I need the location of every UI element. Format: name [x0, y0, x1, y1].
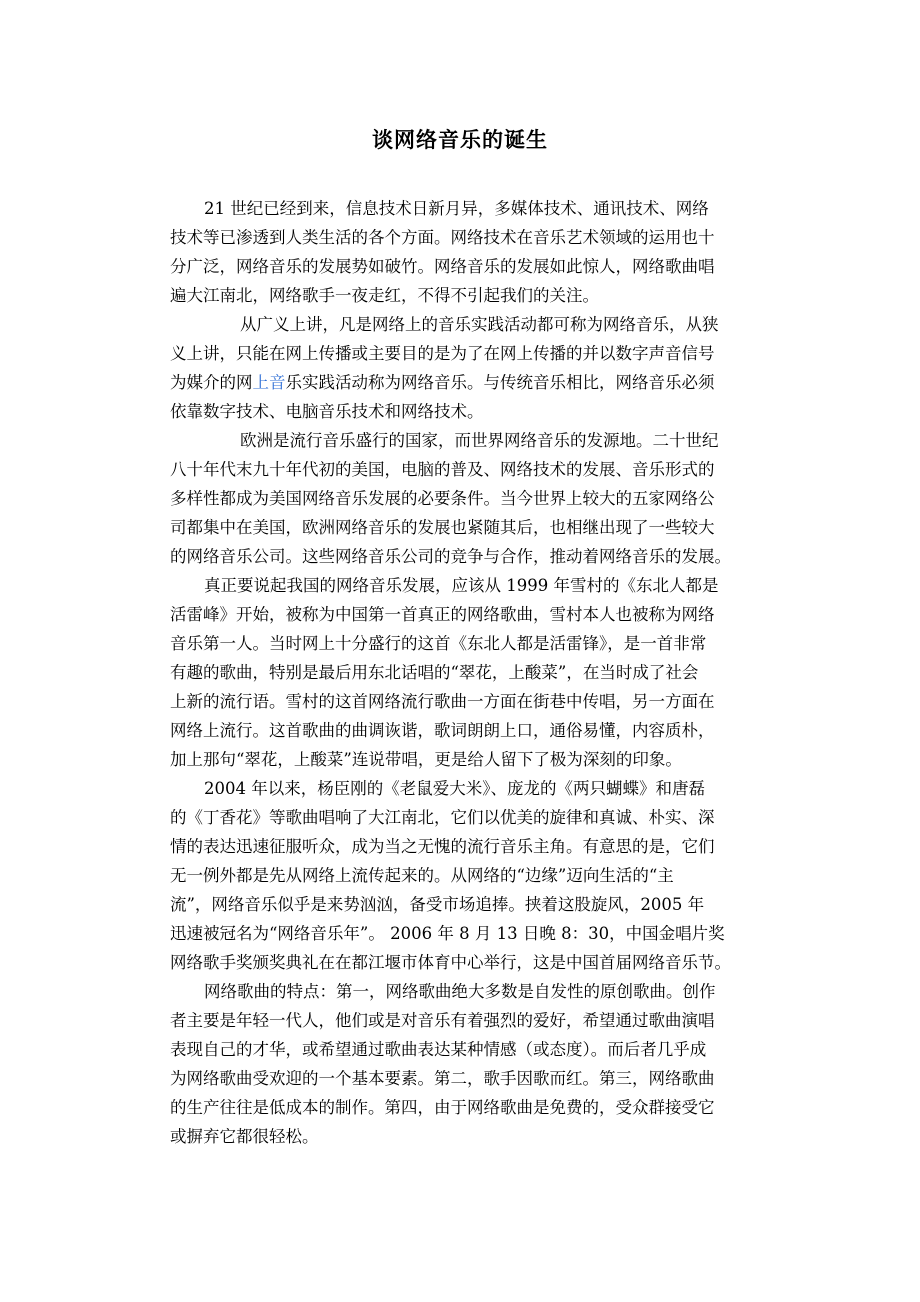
text-line: 网络上流行。这首歌曲的曲调诙谐，歌词朗朗上口，通俗易懂，内容质朴， — [170, 721, 715, 740]
text-line: 从广义上讲，凡是网络上的音乐实践活动都可称为网络音乐，从狭 — [240, 315, 719, 334]
text-line: 八十年代末九十年代初的美国，电脑的普及、网络技术的发展、音乐形式的 — [170, 460, 715, 479]
text-line: 表现自己的才华，或希望通过歌曲表达某种情感（或态度）。而后者几乎成 — [170, 1040, 707, 1059]
text-line: 网络歌手奖颁奖典礼在在都江堰市体育中心举行，这是中国首届网络音乐节。 — [170, 953, 731, 972]
text-line: 遍大江南北，网络歌手一夜走红，不得不引起我们的关注。 — [170, 286, 599, 305]
text-line: 者主要是年轻一代人，他们或是对音乐有着强烈的爱好，希望通过歌曲演唱 — [170, 1011, 715, 1030]
text-line: 或摒弃它都很轻松。 — [170, 1127, 319, 1146]
text-line: 音乐第一人。当时网上十分盛行的这首《东北人都是活雷锋》，是一首非常 — [170, 634, 707, 653]
text-line: 上新的流行语。雪村的这首网络流行歌曲一方面在街巷中传唱，另一方面在 — [170, 692, 715, 711]
article-body — [170, 194, 796, 1151]
text-line: 网络歌曲的特点：第一，网络歌曲绝大多数是自发性的原创歌曲。创作 — [204, 982, 716, 1001]
text-line: 迅速被冠名为“网络音乐年”。 2006 年 8 月 13 日晚 8：30，中国金唱片奖 — [170, 924, 725, 943]
text-line: 无一例外都是先从网络上流传起来的。从网络的“边缘”迈向生活的“主 — [170, 866, 674, 885]
text-line: 2004 年以来，杨臣刚的《老鼠爱大米》、庞龙的《两只蝴蝶》和唐磊 — [204, 779, 705, 798]
text-line: 的《丁香花》等歌曲唱响了大江南北，它们以优美的旋律和真诚、朴实、深 — [170, 808, 715, 827]
text-line: 欧洲是流行音乐盛行的国家，而世界网络音乐的发源地。二十世纪 — [240, 431, 719, 450]
text-line: 分广泛，网络音乐的发展势如破竹。网络音乐的发展如此惊人，网络歌曲唱 — [170, 257, 715, 276]
text-line: 情的表达迅速征服听众，成为当之无愧的流行音乐主角。有意思的是，它们 — [170, 837, 715, 856]
paragraph-3 — [170, 426, 796, 571]
text-line: 的网络音乐公司。这些网络音乐公司的竞争与合作，推动着网络音乐的发展。 — [170, 547, 731, 566]
text-line: 司都集中在美国，欧洲网络音乐的发展也紧随其后，也相继出现了一些较大 — [170, 518, 715, 537]
text-segment: 乐实践活动称为网络音乐。与传统音乐相比，网络音乐必须 — [285, 373, 715, 392]
text-line: 活雷峰》开始，被称为中国第一首真正的网络歌曲，雪村本人也被称为网络 — [170, 605, 715, 624]
text-line-with-link — [170, 368, 796, 397]
text-line: 多样性都成为美国网络音乐发展的必要条件。当今世界上较大的五家网络公 — [170, 489, 715, 508]
paragraph-6 — [170, 977, 796, 1151]
text-line: 技术等已渗透到人类生活的各个方面。网络技术在音乐艺术领域的运用也十 — [170, 228, 715, 247]
paragraph-4 — [170, 571, 796, 774]
text-line: 有趣的歌曲，特别是最后用东北话唱的“翠花，上酸菜”，在当时成了社会 — [170, 663, 699, 682]
text-line: 的生产往往是低成本的制作。第四，由于网络歌曲是免费的，受众群接受它 — [170, 1098, 715, 1117]
text-line: 21 世纪已经到来，信息技术日新月异，多媒体技术、通讯技术、网络 — [204, 199, 709, 218]
paragraph-2 — [170, 310, 796, 426]
text-line: 流”，网络音乐似乎是来势汹汹，备受市场追捧。挟着这股旋风，2005 年 — [170, 895, 705, 914]
text-line: 加上那句“翠花，上酸菜”连说带唱，更是给人留下了极为深刻的印象。 — [170, 750, 682, 769]
text-line: 义上讲，只能在网上传播或主要目的是为了在网上传播的并以数字声音信号 — [170, 344, 715, 363]
text-line: 为网络歌曲受欢迎的一个基本要素。第二，歌手因歌而红。第三，网络歌曲 — [170, 1069, 715, 1088]
text-line: 依靠数字技术、电脑音乐技术和网络技术。 — [170, 402, 484, 421]
page-title: 谈网络音乐的诞生 — [372, 127, 548, 152]
text-segment: 为媒介的网 — [170, 373, 253, 392]
text-line: 真正要说起我国的网络音乐发展，应该从 1999 年雪村的《东北人都是 — [204, 576, 719, 595]
inline-link[interactable]: 上音 — [252, 373, 286, 392]
paragraph-1 — [170, 194, 796, 310]
paragraph-5 — [170, 774, 796, 977]
